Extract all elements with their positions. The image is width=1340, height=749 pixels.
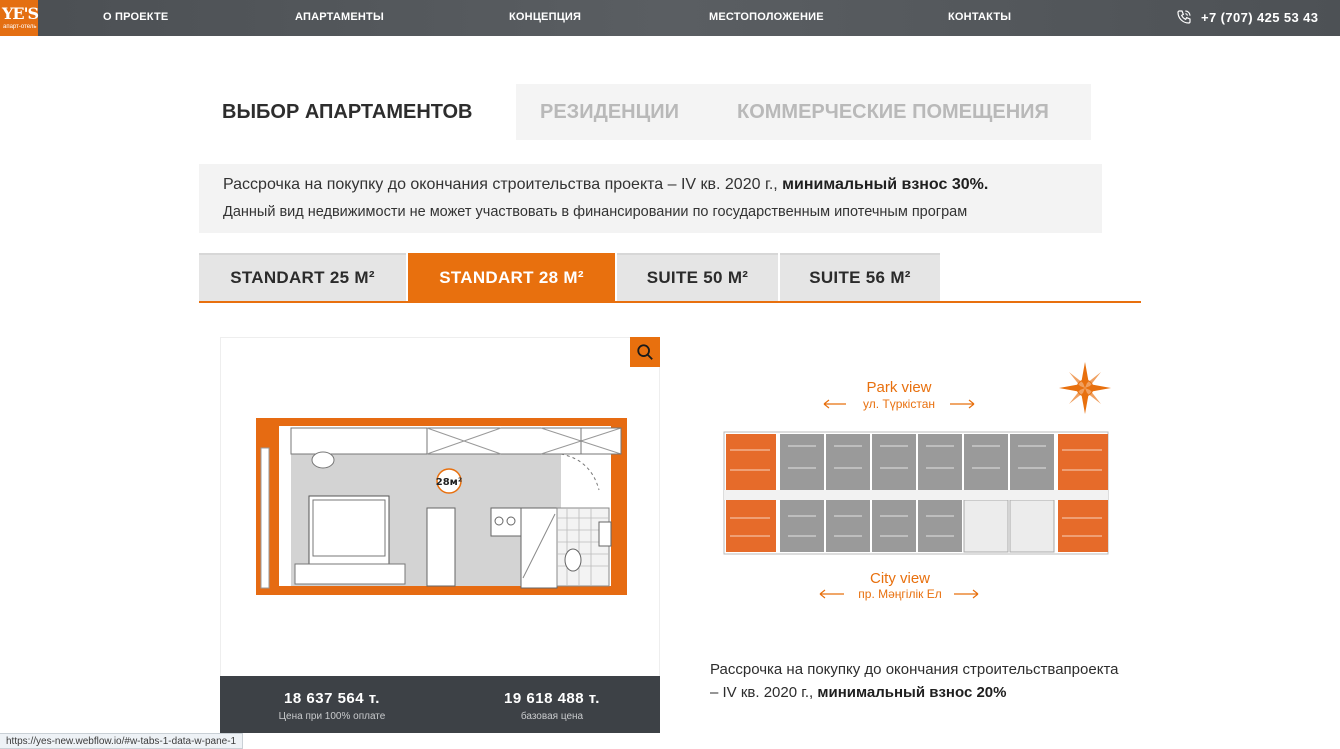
installment-info-box bbox=[199, 164, 1102, 233]
price-full-label: Цена при 100% оплате bbox=[278, 711, 386, 722]
nav-item-location[interactable]: МЕСТОПОЛОЖЕНИЕ bbox=[709, 11, 824, 23]
logo-subtitle: апарт-отель bbox=[3, 24, 37, 30]
tab-suite-56[interactable]: SUITE 56 М² bbox=[780, 253, 940, 301]
zoom-button[interactable] bbox=[630, 337, 660, 367]
price-full: 18 637 564 т. bbox=[284, 690, 380, 707]
nav-item-apartments[interactable]: АПАРТАМЕНТЫ bbox=[295, 11, 384, 23]
area-badge: 28м² bbox=[435, 477, 463, 488]
logo-text: YE'S bbox=[2, 4, 39, 23]
installment-note-min: минимальный взнос 20% bbox=[817, 684, 1007, 701]
installment-min-payment: минимальный взнос 30%. bbox=[782, 176, 989, 193]
tab-underline bbox=[199, 301, 1141, 303]
price-full-block bbox=[252, 690, 412, 722]
apartment-plan-image bbox=[221, 338, 661, 678]
phone-icon bbox=[1176, 9, 1192, 25]
nav-item-concept[interactable]: КОНЦЕПЦИЯ bbox=[509, 11, 582, 23]
price-bar bbox=[220, 676, 660, 733]
nav-item-about[interactable]: О ПРОЕКТЕ bbox=[103, 11, 169, 23]
tab-standart-28[interactable]: STANDART 28 М² bbox=[408, 253, 615, 301]
price-base-block bbox=[472, 690, 632, 722]
tab-standart-25[interactable]: STANDART 25 М² bbox=[199, 253, 406, 301]
price-base-label: базовая цена bbox=[520, 711, 584, 722]
floor-plan-card[interactable] bbox=[220, 337, 660, 733]
search-icon bbox=[636, 343, 654, 361]
tab-group-inactive bbox=[516, 84, 1091, 140]
logo[interactable] bbox=[0, 0, 38, 36]
installment-line bbox=[223, 176, 988, 194]
top-navigation bbox=[0, 0, 1340, 36]
price-base: 19 618 488 т. bbox=[504, 690, 600, 707]
park-view-label: Park view bbox=[866, 379, 932, 396]
tab-apartment-selection[interactable]: ВЫБОР АПАРТАМЕНТОВ bbox=[222, 100, 473, 123]
nav-item-contacts[interactable]: КОНТАКТЫ bbox=[948, 11, 1012, 23]
status-bar-url: https://yes-new.webflow.io/#w-tabs-1-data-w-pane-1 bbox=[0, 733, 243, 749]
installment-text: Рассрочка на покупку до окончания строительства проекта – IV кв. 2020 г., bbox=[223, 176, 783, 193]
park-street-label: ул. Түркістан bbox=[863, 397, 935, 411]
tab-residences[interactable]: РЕЗИДЕНЦИИ bbox=[540, 100, 679, 123]
installment-note-text: Рассрочка на покупку до окончания строительствапроекта – IV кв. 2020 г., bbox=[710, 661, 1119, 701]
phone-number: +7 (707) 425 53 43 bbox=[1201, 9, 1319, 25]
installment-note bbox=[710, 658, 1130, 704]
phone-link[interactable] bbox=[1176, 9, 1318, 25]
city-view-label: City view bbox=[869, 570, 931, 587]
compass-icon bbox=[1059, 362, 1111, 414]
mortgage-note: Данный вид недвижимости не может участвовать в финансировании по государственным ипотечным програм bbox=[223, 204, 968, 220]
tab-commercial[interactable]: КОММЕРЧЕСКИЕ ПОМЕЩЕНИЯ bbox=[737, 100, 1049, 123]
city-street-label: пр. Мәңгілік Ел bbox=[858, 587, 942, 601]
floor-map-image bbox=[710, 350, 1130, 615]
tab-suite-50[interactable]: SUITE 50 М² bbox=[617, 253, 778, 301]
